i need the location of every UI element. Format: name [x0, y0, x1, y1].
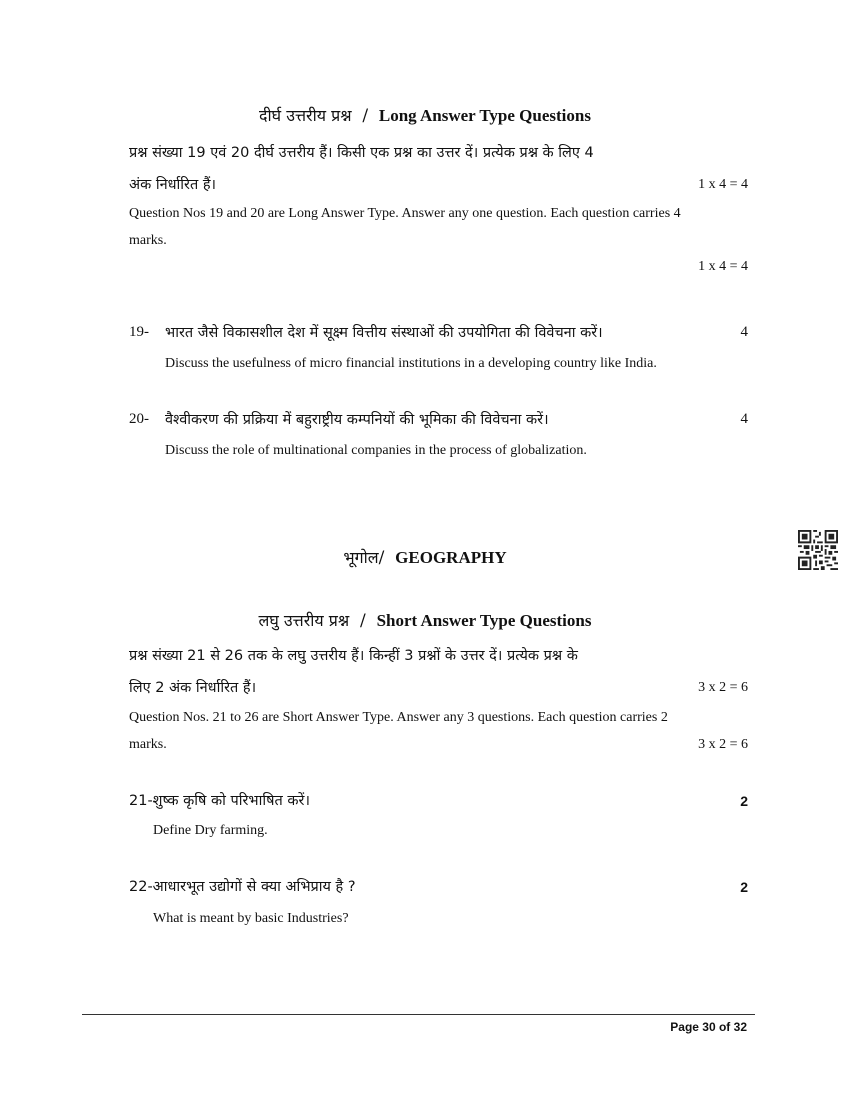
question-hindi: 21-शुष्क कृषि को परिभाषित करें। — [129, 793, 310, 809]
short-marks-english: 3 x 2 = 6 — [698, 737, 748, 752]
short-marks-hindi: 3 x 2 = 6 — [698, 680, 748, 695]
long-heading-hindi: दीर्घ उत्तरीय प्रश्न — [259, 106, 352, 125]
question-hindi: 22-आधारभूत उद्योगों से क्या अभिप्राय है ? — [129, 879, 356, 895]
long-instruction-english-line2: marks. — [129, 233, 167, 248]
footer-divider — [82, 1014, 755, 1015]
long-marks-hindi: 1 x 4 = 4 — [698, 177, 748, 192]
long-marks-english: 1 x 4 = 4 — [698, 259, 748, 274]
short-instruction-english-line2: marks. — [129, 737, 167, 752]
geography-heading — [0, 546, 850, 568]
question-english: Discuss the role of multinational companies in the process of globalization. — [165, 443, 587, 458]
short-instruction-english-line1: Question Nos. 21 to 26 are Short Answer Type. Answer any 3 questions. Each question carries 2 — [129, 710, 668, 725]
short-answer-heading — [0, 609, 850, 631]
question-english: Discuss the usefulness of micro financial institutions in a developing country like India. — [165, 356, 657, 371]
short-instruction-hindi-line2: लिए 2 अंक निर्धारित हैं। — [129, 680, 257, 696]
geography-heading-hindi: भूगोल — [343, 548, 379, 567]
long-heading-english: Long Answer Type Questions — [378, 106, 591, 125]
long-instruction-english-line1: Question Nos 19 and 20 are Long Answer Type. Answer any one question. Each question carries 4 — [129, 206, 681, 221]
long-answer-heading — [0, 104, 850, 126]
question-marks: 4 — [740, 324, 748, 340]
question-marks: 2 — [740, 879, 748, 895]
short-instruction-hindi-line1: प्रश्न संख्या 21 से 26 तक के लघु उत्तरीय हैं। किन्हीं 3 प्रश्नों के उत्तर दें। प्रत्येक प्रश्न के — [129, 648, 578, 664]
question-english: Define Dry farming. — [153, 823, 268, 838]
long-instruction-hindi-line2: अंक निर्धारित हैं। — [129, 177, 217, 193]
question-english: What is meant by basic Industries? — [153, 911, 349, 926]
question-hindi: भारत जैसे विकासशील देश में सूक्ष्म वित्तीय संस्थाओं की उपयोगिता की विवेचना करें। — [165, 325, 603, 341]
question-number: 20- — [129, 411, 149, 427]
question-marks: 2 — [740, 793, 748, 809]
geography-heading-english: GEOGRAPHY — [395, 548, 507, 567]
question-hindi: वैश्वीकरण की प्रक्रिया में बहुराष्ट्रीय कम्पनियों की भूमिका की विवेचना करें। — [165, 412, 549, 428]
long-instruction-hindi-line1: प्रश्न संख्या 19 एवं 20 दीर्घ उत्तरीय हैं। किसी एक प्रश्न का उत्तर दें। प्रत्येक प्रश्न के लिए 4 — [129, 145, 594, 161]
heading-separator: / — [362, 106, 369, 126]
page-number: Page 30 of 32 — [670, 1020, 747, 1034]
question-marks: 4 — [740, 411, 748, 427]
heading-separator: / — [360, 611, 366, 631]
short-heading-english: Short Answer Type Questions — [376, 611, 592, 630]
short-heading-hindi: लघु उत्तरीय प्रश्न — [258, 611, 350, 630]
heading-separator: / — [378, 548, 385, 568]
question-number: 19- — [129, 324, 149, 340]
